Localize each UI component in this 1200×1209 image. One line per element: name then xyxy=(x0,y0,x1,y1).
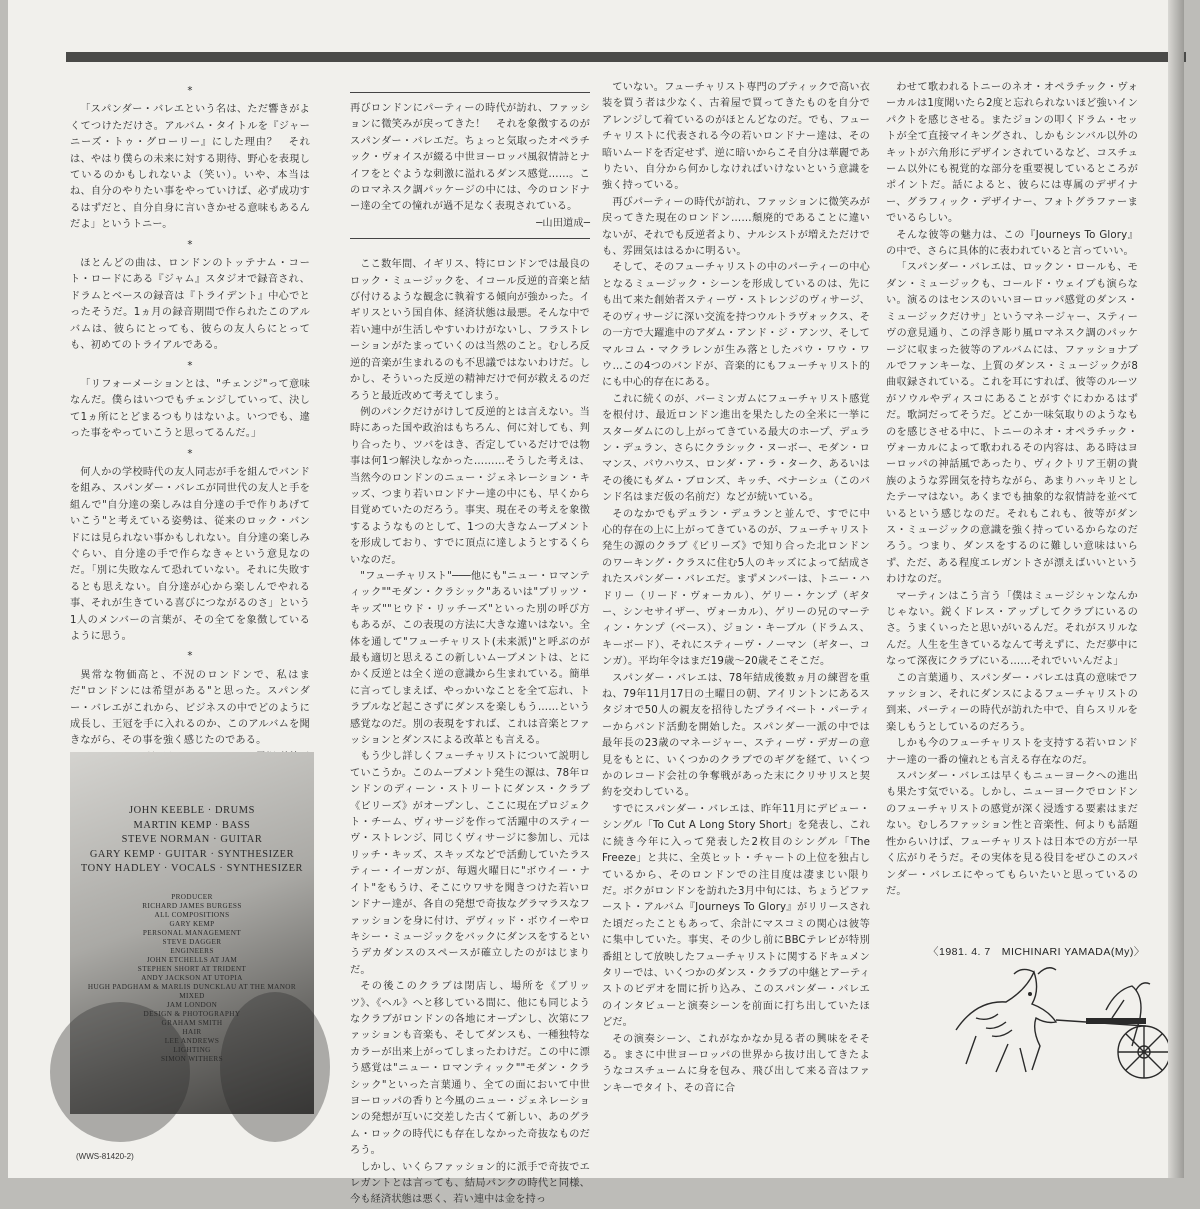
paragraph: ここ数年間、イギリス、特にロンドンでは最良のロック・ミュージックを、イコール反逆的音楽と結び付けるような観念に執着する傾向が強かった。イギリスという国自体、経済状態は最悪。そんな中で若い連中が生活しやすいわけがないし、フラストレーションがたまっていくのは当然のこと。むしろ反逆的音楽が生まれるのも不思議ではないわけだ。しかし、そういった反逆の精神だけで何が救えるのだろうと最近改めて考えてしまう。 xyxy=(350,259,590,402)
paragraph: しかも今のフューチャリストを支持する若いロンドナー達の一番の憧れとも言える存在なのだ。 xyxy=(886,738,1138,766)
paragraph: ていない。フューチャリスト専門のブティックで高い衣装を買う者は少なく、古着屋で買ってきたものを自分でアレンジして着ているのがほとんどなのだ。でも、フューチャリストに代表される今の若いロンドナー達は、その暗いムードを否定せず、逆に暗いからこそ自分は華麗でありたい、自分から何かしなければいけないという意識を強く持っている。 xyxy=(602,82,870,192)
catalog-number: (WWS-81420-2) xyxy=(76,1152,134,1161)
paragraph: ほとんどの曲は、ロンドンのトッテナム・コート・ロードにある『ジャム』スタジオで録音され、ドラムとベースの録音は『トライデント』中心でとったそうだ。1ヵ月の録音期間で作られたこのアルバムは、彼らにとっても、彼らの友人らにとっても、初めてのトライアルである。 xyxy=(70,258,310,352)
paragraph: 何人かの学校時代の友人同志が手を組んでバンドを組み、スパンダー・バレエが同世代の友人と手を組んで"自分達の楽しみは自分達の手で作りあげていこう"と考えている姿勢は、従来のロック・バンドには見られない事かもしれない。自分達の楽しみぐらい、自分達の手で作らなきゃという意見なのだ。「別に失敗なんて恐れていない。それに失敗するとも思えない。自分達が心から楽しんでやれる事、それが生きている喜びにつながるのさ」という1人のメンバーの言葉が、その全てを象徴しているように思う。 xyxy=(70,466,310,642)
intro-paragraph: 再びロンドンにパーティーの時代が訪れ、ファッションに微笑みが戻ってきた！ それを象徴するのがスパンダー・バレエだ。ちょっと気取ったオペラチック・ヴォイスが綴る中世ヨーロッパ風叙情詩とナイフをとぐような刺激に溢れるダンス感覚……。このロマネスク調パッケージの中には、今のロンドナー達の全ての憧れが過不足なく表現されている。 xyxy=(350,103,590,213)
production-credit: LEE ANDREWS xyxy=(164,1036,220,1045)
production-credit: ALL COMPOSITIONS xyxy=(154,910,230,919)
section-divider-star-icon: * xyxy=(187,360,193,372)
paragraph: スパンダー・バレエは早くもニューヨークへの進出も果たす気でいる。しかし、ニューヨークでロンドンのフューチャリストの感覚が深く浸透する要素はまだない。むしろファッション性と音楽性、何よりも話題性からいけば、フューチャリストは日本での方が一早く広がりそうだ。その実体を見る役目をぜひこのスパンダー・バレエにやってもらいたいと思っているのだ。 xyxy=(886,771,1138,897)
paragraph: その演奏シーン、これがなかなか見る者の興味をそそる。まさに中世ヨーロッパの世界から抜け出してきたようなコスチュームに身を包み、飛び出して来る音はファンキーでタイト、その音に合 xyxy=(602,1033,870,1094)
production-credit: DESIGN & PHOTOGRAPHY xyxy=(143,1009,241,1018)
paragraph: 「スパンダー・バレエという名は、ただ響きがよくてつけただけさ。アルバム・タイトルを『ジャーニーズ・トゥ・グローリー』にした理由？ それは、やはり僕らの未来に対する期待、野心を表現しているのかもしれないよ（笑い）。いや、本当はね、自分のやりたい事をやっていけば、必ず成功するはずだと、自分自身に言いきかせる意味もあるんだよ」というトニー。 xyxy=(70,104,310,231)
intro-box-credit: ─山田道成─ xyxy=(536,217,590,229)
paragraph: 再びパーティーの時代が訪れ、ファッションに微笑みが戻ってきた現在のロンドン……頽廃的であることに違いないが、それでも反逆者より、ナルシストが増えただけでも、雰囲気ははるかに明るい。 xyxy=(602,196,871,258)
section-divider-star-icon: * xyxy=(187,86,193,97)
paragraph: "フューチャリスト"───他にも"ニュー・ロマンティック""モダン・クラシック"あるいは"ブリッツ・キッズ""ヒウド・リッチーズ"といった別の呼び方もあるが、この表現の方法に大きな違いはない。全体を通して"フューチャリスト(未来派)"と呼ぶのが最も適切と思えるこの新しいムーブメントは、とにかく反逆とは全く逆の意識から生まれている。簡単に言ってしまえば、やっかいなことを全て忘れ、トラブルなど起こさずにダンスを楽しもう……という感覚なのだ。別の表現をすれば、これは音楽とファッションとダンスによる改革とも言える。 xyxy=(350,570,590,747)
paragraph: もう少し詳しくフューチャリストについて説明していこうか。このムーブメント発生の源は、78年ロンドンのディーン・ストリートにダンス・クラブ《ビリーズ》がオープンし、ここに現在プロジェクト・チーム、ヴィサージを作って活躍中のスティーヴ・ストレンジ、同じくヴィサージに参加し、元はリッチ・キッズ、スキッズなどで活動していたラスティー・イーガンが、毎週火曜日に"ボウイー・ナイト"をもうけ、そこにウワサを聞きつけた若いロンドナー達が、各自の発想で奇抜なグラマラスなファッションを身に付け、デヴィッド・ボウイーやロキシー・ミュージックをバックにダンスをするというデカダンスのスペースが確立したのがはじまりだ。 xyxy=(350,751,590,976)
member-credit: MARTIN KEMP · BASS xyxy=(133,819,251,831)
member-credit: TONY HADLEY · VOCALS · SYNTHESIZER xyxy=(80,863,304,875)
production-credit: STEVE DAGGER xyxy=(162,937,222,946)
paragraph: すでにスパンダー・バレエは、昨年11月にデビュー・シングル「To Cut A Long Story Short」を発表し、これに続き今年に入って発表した2枚目のシングル「The Freeze」と共に、全英ヒット・チャートの上位を独占しているから、そのロンドンでの注目度は凄まじい限りだ。ボクがロンドンを訪れた3月中旬には、ちょうどファースト・アルバム『Journeys To Glory』がリリースされた頃だったこともあって、余計にマスコミの関心は彼等に集中していた。事実、その少し前にBBCテレビが特別番組として放映したフューチャリストに関するドキュメンタリーでは、いくつかのダンス・クラブの中継とアーティストのビデオを間に折り込み、このスパンダー・バレエのインタビューと演奏シーンを前面に打ち出していたほどだ。 xyxy=(602,803,870,1029)
production-credit: GARY KEMP xyxy=(169,919,215,928)
member-credit: STEVE NORMAN · GUITAR xyxy=(121,834,263,846)
production-credit: HAIR xyxy=(182,1027,202,1036)
photo-credits xyxy=(70,804,314,1064)
production-credit: JAM LONDON xyxy=(166,1000,218,1009)
column-4 xyxy=(886,80,1138,900)
band-photo xyxy=(70,752,314,1114)
production-credit: HUGH PADGHAM & MARLIS DUNCKLAU AT THE MANOR xyxy=(87,982,297,991)
column-2-body xyxy=(350,257,590,1209)
members-list xyxy=(70,804,314,877)
paragraph: これに続くのが、バーミンガムにフューチャリスト感覚を根付け、最近ロンドン進出を果たしたの全米に一挙にスターダムにのし上がってきている最大のホープ、デュラン・デュラン、さらにクラシック・ヌーボー、モダン・ロマンス、バウハウス、ロンダ・ア・ラ・ターク、あるいはその後にもダム・ブロンズ、キッチ、ベナーシュ（このバンド名はまだ仮の名前だ）などが続いている。 xyxy=(602,393,870,504)
section-divider-star-icon: * xyxy=(187,448,193,460)
production-credit: MIXED xyxy=(179,991,205,1000)
paragraph: わせて歌われるトニーのネオ・オペラチック・ヴォーカルは1度聞いたら2度と忘れられないほど強いインパクトを感じさせる。またジョンの叩くドラム・セットが全て直接マイキングされ、しかもシンバル以外のキットが六角形にデザインされているなど、コスチューム以外にも視覚的な部分を重要視しているところがポイントだ。話によると、彼らには専属のデザイナー、グラフィック・デザイナー、フォトグラファーまでいるらしい。 xyxy=(886,82,1138,225)
column-3-body xyxy=(602,80,870,1097)
column-3 xyxy=(602,80,870,1097)
paragraph: そして、そのフューチャリストの中のパーティーの中心となるミュージック・シーンを形成しているのは、先にも出て来た創始者スティーヴ・ストレンジのヴィサージ、そのヴィサージに深い交流を持つウルトラヴォックス、その一方で大躍進中のアダム・アンド・ジ・アンツ、そしてマルコム・マクラレンが生み落としたバウ・ワウ・ワウ…この4つのバンドが、音楽的にもフューチャリスト的にも中心的存在にある。 xyxy=(602,262,870,389)
liner-notes-sheet xyxy=(8,0,1184,1206)
section-divider-star-icon: * xyxy=(187,239,193,251)
production-credit: PRODUCER xyxy=(171,892,213,901)
production-credit: GRAHAM SMITH xyxy=(161,1018,223,1027)
paragraph: 「スパンダー・バレエは、ロックン・ロールも、モダン・ミュージックも、コールド・ウェイブも演らない。演るのはセンスのいいヨーロッパ感覚のダンス・ミュージックだけサ」というマネージャー、スティーヴの意見通り、この浮き彫り風ロマネスク調のパッケージに収まった彼等のアルバムには、ファッショナブルでファンキーな、上質のダンス・ミュージックが8曲収録されている。これを耳にすれば、彼等のルーツがソウルやディスコにあることがすぐにわかるはずだ。歌詞だってそうだ。どこか一味気取りのようなものを感じさせる中に、トニーのネオ・オペラチック・ヴォーカルによって歌われるその内容は、ある時はヨーロッパの神話風であったり、ヴィクトリア王朝の貴族のような雰囲気を持ちながら、あまりハッキリとしたテーマはない。あくまでも抽象的な叙情詩を並べているという感じなのだ。それもこれも、彼等がダンス・ミュージックの意識を強く持っているからなのだろう。つまり、ダンスをするのに難しい意味はいらず、ただ、ある程度エレガントさが漂えばいいというわけなのだ。 xyxy=(886,262,1138,586)
page-edge xyxy=(1168,0,1184,1178)
top-rule xyxy=(66,52,1186,62)
production-credit: STEPHEN SHORT AT TRIDENT xyxy=(137,964,247,973)
member-credit: JOHN KEEBLE · DRUMS xyxy=(129,805,255,816)
member-credit: GARY KEMP · GUITAR · SYNTHESIZER xyxy=(89,848,295,860)
paragraph: 例のパンクだけがけして反逆的とは言えない。当時にあった国や政治はもちろん、何に対しても、判り合ったり、ツバをはき、否定しているだけでは物事は何1つ解決しなかった………そうした考えは、当然今のロンドンのニュー・ジェネレーション・キッズ、つまり若いロンドナー達の中にも、早くから目覚めていたのだろう。事実、現在その考えを象徴するようなものとして、1つの大きなムーブメントを形成しており、すでに頂点に達しようとするくらいなのだ。 xyxy=(350,406,590,566)
production-credit: LIGHTING xyxy=(173,1045,211,1054)
production-credit: ANDY JACKSON AT UTOPIA xyxy=(141,973,243,982)
paragraph: 異常な物価高と、不況のロンドンで、私はまだ"ロンドンには希望がある"と思った。スパンダー・バレエがこれから、ビジネスの中でどのように成長し、王冠を手に入れるのか、このアルバムを聞きながら、その事を強く感じたのである。 xyxy=(70,669,310,747)
column-1 xyxy=(70,80,310,781)
production-credit: PERSONAL MANAGEMENT xyxy=(142,928,242,937)
column-2 xyxy=(350,80,590,1209)
production-credit: SIMON WITHERS xyxy=(161,1054,223,1063)
production-credit: JOHN ETCHELLS AT JAM xyxy=(146,955,238,964)
paragraph: スパンダー・バレエは、78年結成後数ヵ月の練習を重ね、79年11月17日の土曜日の朝、アイリントンにあるスタジオで50人の親友を招待したプライベート・パーティーからバンド活動を開始した。スパンダー一派の中では最年長の23歳のマネージャー、スティーヴ・デガーの意見をもとに、いくつかのクラブでのギグを経て、いくつかのレコード会社の争奪戦があった末にクリサリスと契約を交わしている。 xyxy=(602,672,870,799)
production-credit: ENGINEERS xyxy=(170,946,214,955)
paragraph: そんな彼等の魅力は、この『Journeys To Glory』の中で、さらに具体的に表われていると言っていい。 xyxy=(886,229,1138,258)
production-credits xyxy=(70,893,314,1064)
paragraph: しかし、いくらファッション的に派手で奇抜でエレガントとは言っても、結局パンクの時代と同様、今も経済状態は悪く、若い連中は金を持っ xyxy=(350,1161,590,1206)
column-4-body xyxy=(886,80,1138,900)
section-divider-star-icon: * xyxy=(187,651,193,663)
paragraph: 「リフォーメーションとは、"チェンジ"って意味なんだ。僕らはいつでもチェンジしていって、決して1ヵ所にとどまるつもりはないよ。いつでも、違った事をやっていこうと思ってるんだ。」 xyxy=(70,378,310,440)
intro-box-text xyxy=(350,101,590,216)
column-1-body xyxy=(70,84,310,750)
chariot-illustration xyxy=(936,960,1188,1086)
paragraph: この言葉通り、スパンダー・バレエは真の意味でファッション、それにダンスによるフューチャリストの到来、パーティーの時代が訪れた中で、自らスリルを楽しもうとしているのだろう。 xyxy=(886,672,1138,733)
paragraph: そのなかでもデュラン・デュランと並んで、すでに中心的存在の上に上がってきているのが、フューチャリスト発生の源のクラブ《ビリーズ》で知り合った北ロンドンのワーキング・クラスに住む5人のキッズによって結成されたスパンダー・バレエだ。まずメンバーは、トニー・ハドリー（リード・ヴォーカル）、ゲリー・ケンプ（ギター、シンセサイザー、ヴォーカル）、ゲリーの兄のマーティン・ケンプ（ベース）、ジョン・キーブル（ドラムス、キーボード）、それにスティーヴ・ノーマン（ギター、コンガ）。平均年令はまだ19歳〜20歳そこそこだ。 xyxy=(602,508,870,668)
paragraph: マーティンはこう言う「僕はミュージシャンなんかじゃない。鋭くドレス・アップしてクラブにいるのさ。うまくいったと思いがいるんだ。それがスリルなんだ。人生を生きているなんて考えずに、ただ夢中になって深夜にクラブにいる……それでいいんだよ」 xyxy=(886,590,1138,668)
production-credit: RICHARD JAMES BURGESS xyxy=(142,901,242,910)
intro-box xyxy=(350,92,590,239)
paragraph: その後このクラブは閉店し、場所を《ブリッツ》、《ヘル》へと移している間に、他にも同じようなクラブがロンドンの各地にオープンし、次第にファッションも音楽も、そしてダンスも、一種独特なカラーが出来上がってしまったわけだ。この中に漂う感覚は"ニュー・ロマンティック""モダン・クラシック"といった言葉通り、全ての面において中世ヨーロッパの香りと今風のニュー・ジェネレーションの発想が互いに交差した古くて新しい、あのグラム・ロックの時代にも存在しなかった奇抜なものだろう。 xyxy=(350,981,590,1157)
author-signature: 〈1981. 4. 7 MICHINARI YAMADA(My)〉 xyxy=(928,946,1145,958)
